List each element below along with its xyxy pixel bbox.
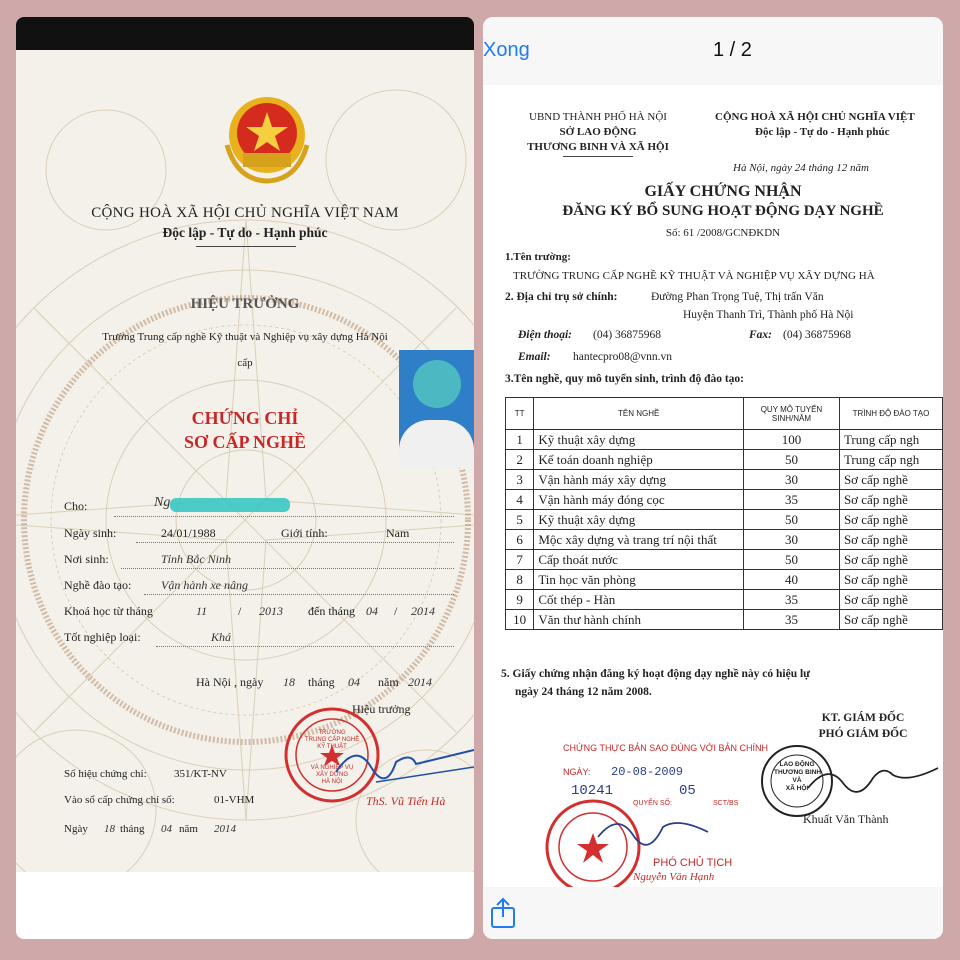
course-to-label: đến tháng: [308, 604, 355, 618]
training-level: Sơ cấp nghề: [839, 490, 942, 510]
status-bar: [16, 17, 474, 50]
trade-name: Vận hành máy xây dựng: [534, 470, 744, 490]
director-name: Khuất Văn Thành: [803, 812, 889, 826]
enrollment-scale: 30: [743, 470, 839, 490]
course-to-year: 2014: [411, 604, 435, 618]
certify-number: 10241: [571, 783, 614, 799]
field-line: [121, 568, 454, 569]
field-line: [156, 646, 454, 647]
email-value: hantecpro08@vnn.vn: [573, 351, 673, 363]
table-row: [506, 550, 943, 570]
training-level: Sơ cấp nghề: [839, 530, 942, 550]
school-name: Trường Trung cấp nghề Kỹ thuật và Nghiệp vụ xây dựng Hà Nội: [102, 331, 388, 343]
left-screenshot-panel: [16, 17, 474, 939]
republic-motto: Độc lập - Tự do - Hạnh phúc: [755, 126, 890, 138]
face-blur: [413, 360, 461, 408]
email-label: Email:: [518, 351, 551, 363]
column-header: TÊN NGHỀ: [534, 398, 744, 430]
country-header: CỘNG HOÀ XÃ HỘI CHỦ NGHĨA VIỆT NAM: [91, 205, 399, 221]
trade-name: Kỹ thuật xây dựng: [534, 430, 744, 450]
reg-date-label-3: năm: [179, 823, 198, 835]
enrollment-scale: 100: [743, 430, 839, 450]
training-level: Trung cấp ngh: [839, 430, 942, 450]
director-signature-icon: [798, 753, 943, 813]
reg-year: 2014: [214, 823, 236, 835]
programs-table: [505, 397, 943, 630]
row-number: 9: [506, 590, 534, 610]
trade-label: Nghề đào tạo:: [64, 578, 132, 592]
department-stamp-text: LAO ĐỘNG THƯƠNG BINH VÀ XÃ HỘI: [774, 761, 822, 792]
table-row: [506, 570, 943, 590]
course-to-month: 04: [366, 604, 378, 618]
dob-value: 24/01/1988: [161, 526, 216, 540]
page-indicator: 1 / 2: [713, 39, 752, 61]
table-header-row: [506, 398, 943, 430]
holder-name: Ng: [154, 495, 171, 510]
right-screenshot-panel: [483, 17, 943, 939]
issue-word: cấp: [237, 357, 253, 369]
certify-book-label: QUYỂN SỐ:: [633, 800, 672, 807]
director-title-2: PHÓ GIÁM ĐỐC: [818, 728, 908, 740]
enrollment-scale: 50: [743, 550, 839, 570]
fax-value: (04) 36875968: [783, 329, 852, 341]
divider: [563, 156, 633, 157]
authority-line-3: THƯƠNG BINH VÀ XÃ HỘI: [527, 141, 669, 153]
training-level: Sơ cấp nghề: [839, 470, 942, 490]
birthplace-value: Tỉnh Bắc Ninh: [161, 552, 232, 566]
divider: [196, 246, 296, 247]
gender-value: Nam: [386, 526, 410, 540]
date-place: Hà Nội , ngày: [196, 675, 264, 689]
column-header: QUY MÔ TUYỂN SINH/NĂM: [743, 398, 839, 430]
republic-header: CỘNG HOÀ XÃ HỘI CHỦ NGHĨA VIỆT: [715, 111, 915, 123]
trade-name: Cốt thép - Hàn: [534, 590, 744, 610]
course-from-month: 11: [196, 604, 208, 618]
vietnam-emblem-icon: [217, 95, 317, 185]
cert-no-label: Số hiệu chứng chỉ:: [64, 768, 147, 780]
section-2-label: 2. Địa chỉ trụ sở chính:: [505, 291, 618, 303]
for-label: Cho:: [64, 499, 88, 513]
trade-name: Kỹ thuật xây dựng: [534, 510, 744, 530]
authority-line-1: UBND THÀNH PHỐ HÀ NỘI: [529, 111, 667, 123]
training-level: Trung cấp ngh: [839, 450, 942, 470]
enrollment-scale: 40: [743, 570, 839, 590]
trade-name: Văn thư hành chính: [534, 610, 744, 630]
table-row: [506, 610, 943, 630]
row-number: 7: [506, 550, 534, 570]
doc-title-1: GIẤY CHỨNG NHẬN: [644, 183, 802, 200]
motto: Độc lập - Tự do - Hạnh phúc: [162, 225, 328, 240]
reg-day: 18: [104, 823, 115, 835]
field-line: [144, 594, 454, 595]
date-day: 18: [283, 675, 295, 689]
course-label: Khoá học từ tháng: [64, 604, 153, 618]
stamp-text: TRƯỜNG TRUNG CẤP NGHỀ KỸ THUẬT VÀ NGHIỆP VỤ XÂY DỰNG HÀ NỘI: [305, 730, 360, 785]
certificate-title-line1: CHỨNG CHỈ: [191, 408, 299, 428]
certify-book: 05: [679, 783, 696, 799]
date-month-label: tháng: [308, 675, 335, 689]
share-icon[interactable]: [488, 897, 518, 929]
enrollment-scale: 30: [743, 530, 839, 550]
trade-value: Vận hành xe nâng: [161, 578, 248, 592]
course-from-year: 2013: [259, 604, 283, 618]
table-row: [506, 450, 943, 470]
signer-title: Hiệu trưởng: [352, 702, 411, 716]
training-level: Sơ cấp nghề: [839, 590, 942, 610]
row-number: 8: [506, 570, 534, 590]
fax-label: Fax:: [749, 329, 772, 341]
certificate-title-line2: SƠ CẤP NGHỀ: [183, 432, 307, 452]
column-header: TT: [506, 398, 534, 430]
date-year: 2014: [408, 675, 432, 689]
enrollment-scale: 35: [743, 610, 839, 630]
school-name: TRƯỜNG TRUNG CẤP NGHỀ KỸ THUẬT VÀ NGHIỆP VỤ XÂY DỰNG HÀ: [513, 270, 875, 282]
phone-value: (04) 36875968: [593, 329, 662, 341]
reg-date-label-2: tháng: [120, 823, 145, 835]
authority-line-2: SỞ LAO ĐỘNG: [559, 126, 637, 138]
grade-value: Khá: [211, 630, 232, 644]
field-line: [136, 542, 454, 543]
dob-label: Ngày sinh:: [64, 526, 117, 540]
section-3-label: 3.Tên nghề, quy mô tuyển sinh, trình độ đào tạo:: [505, 373, 744, 385]
reg-month: 04: [161, 823, 172, 835]
name-redaction: [170, 498, 290, 512]
table-row: [506, 470, 943, 490]
training-level: Sơ cấp nghề: [839, 550, 942, 570]
section-5-line-1: 5. Giấy chứng nhận đăng ký hoạt động dạy nghề này có hiệu lự: [501, 668, 811, 680]
table-row: [506, 530, 943, 550]
cert-no-value: 351/KT-NV: [174, 768, 227, 780]
row-number: 6: [506, 530, 534, 550]
row-number: 5: [506, 510, 534, 530]
enrollment-scale: 35: [743, 590, 839, 610]
trade-name: Cấp thoát nước: [534, 550, 744, 570]
birthplace-label: Nơi sinh:: [64, 552, 109, 566]
certify-date-label: NGÀY:: [563, 767, 591, 777]
trade-name: Vận hành máy đóng cọc: [534, 490, 744, 510]
doc-number: Số: 61 /2008/GCNĐKDN: [665, 227, 781, 239]
vice-chair-name: Nguyễn Văn Hạnh: [633, 871, 715, 883]
shirt: [399, 420, 474, 468]
viewer-bottom-bar: [483, 887, 943, 939]
address-line-2: Huyện Thanh Trì, Thành phố Hà Nội: [683, 309, 854, 321]
trade-name: Tin học văn phòng: [534, 570, 744, 590]
date-year-label: năm: [378, 675, 399, 689]
gender-label: Giới tính:: [281, 526, 328, 540]
row-number: 3: [506, 470, 534, 490]
reg-date-label-1: Ngày: [64, 823, 88, 835]
row-number: 10: [506, 610, 534, 630]
section-5-line-2: ngày 24 tháng 12 năm 2008.: [515, 686, 652, 698]
registration-document: [483, 85, 943, 887]
certify-sctbs: SCT/BS: [713, 800, 739, 807]
doc-title-2: ĐĂNG KÝ BỔ SUNG HOẠT ĐỘNG DẠY NGHỀ: [562, 203, 884, 219]
training-level: Sơ cấp nghề: [839, 570, 942, 590]
signer-name: ThS. Vũ Tiến Hà: [366, 794, 446, 808]
training-level: Sơ cấp nghề: [839, 610, 942, 630]
column-header: TRÌNH ĐỘ ĐÀO TẠO: [839, 398, 942, 430]
issuer-title: HIỆU TRƯỞNG: [190, 296, 300, 312]
date-month: 04: [348, 675, 360, 689]
certify-date: 20-08-2009: [611, 765, 684, 779]
register-label: Vào sổ cấp chứng chỉ số:: [64, 794, 175, 806]
vice-chair-signature-icon: [593, 807, 713, 857]
certify-copy-stamp: CHỨNG THỰC BẢN SAO ĐÚNG VỚI BẢN CHÍNH: [563, 743, 768, 753]
trade-name: Mộc xây dựng và trang trí nội thất: [534, 530, 744, 550]
section-1-label: 1.Tên trường:: [505, 251, 571, 263]
table-row: [506, 430, 943, 450]
table-row: [506, 510, 943, 530]
training-level: Sơ cấp nghề: [839, 510, 942, 530]
table-row: [506, 590, 943, 610]
row-number: 2: [506, 450, 534, 470]
trade-name: Kế toán doanh nghiệp: [534, 450, 744, 470]
phone-label: Điện thoại:: [518, 329, 572, 341]
holder-photo: [399, 350, 474, 468]
grade-label: Tốt nghiệp loại:: [64, 630, 141, 644]
address-line-1: Đường Phan Trọng Tuệ, Thị trấn Văn: [651, 291, 824, 303]
enrollment-scale: 50: [743, 450, 839, 470]
row-number: 4: [506, 490, 534, 510]
field-line: [114, 516, 454, 517]
table-row: [506, 490, 943, 510]
vice-chair-title: PHÓ CHỦ TỊCH: [653, 857, 733, 869]
issue-date: Hà Nội, ngày 24 tháng 12 năm: [733, 162, 869, 174]
enrollment-scale: 35: [743, 490, 839, 510]
vocational-certificate: CỘNG HOÀ XÃ HỘI CHỦ NGHĨA VIỆT NAM Độc lập - Tự do - Hạnh phúc HIỆU TRƯỞNG Trường Trung cấp nghề Kỹ thuật và Nghiệp vụ xây dựng Hà Nội cấp CHỨNG CHỈ SƠ CẤP NGHỀ Cho: Ng Ngày sinh: 24/01/1988 Giới tính: Nam Nơi sinh: Tỉnh Bắc Ninh Nghề đào tạo: Vận hành xe nâng Khoá học từ tháng 11 / 2013 đến tháng 04 / 2014 Tốt nghiệp loại: Khá Hà Nội , ngày 18 tháng 04 năm 2014 Hiệu trưởng TRƯỜNG TRUNG CẤP NGHỀ KỸ THUẬT VÀ NGHIỆP VỤ XÂY DỰNG HÀ NỘI ThS. Vũ Tiến Hà Số hiệu chứng chỉ: 351/KT-NV Vào sổ cấp chứng chỉ số: 01-VHM Ngày 18 tháng 04 năm 2014: [16, 50, 474, 872]
register-value: 01-VHM: [214, 794, 255, 806]
director-title-1: KT. GIÁM ĐỐC: [821, 712, 905, 724]
enrollment-scale: 50: [743, 510, 839, 530]
done-button[interactable]: Xong: [483, 39, 530, 61]
row-number: 1: [506, 430, 534, 450]
viewer-toolbar: [483, 17, 943, 85]
